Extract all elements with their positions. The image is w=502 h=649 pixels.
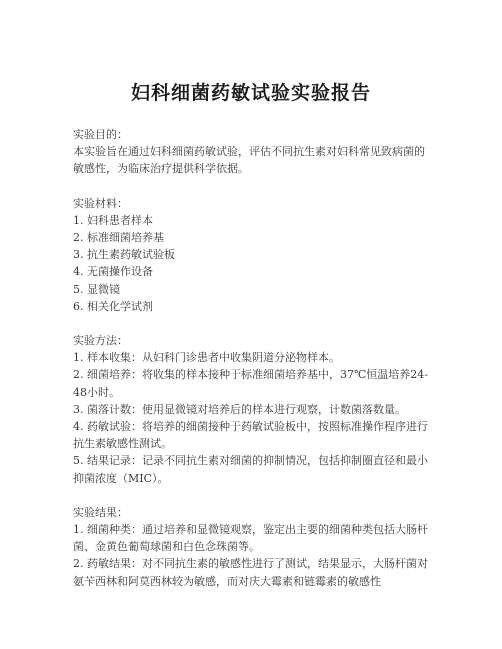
purpose-section <box>73 126 433 178</box>
list-item: 1. 样本收集：从妇科门诊患者中收集阴道分泌物样本。 <box>73 351 340 365</box>
list-item: 1. 妇科患者样本 <box>73 213 153 227</box>
list-item: 2. 标准细菌培养基 <box>73 231 164 245</box>
list-item: 4. 药敏试验：将培养的细菌接种于药敏试验板中，按照标准操作程序进行抗生素敏感性测试。 <box>73 420 428 451</box>
purpose-heading: 实验目的： <box>73 128 128 141</box>
list-item: 3. 抗生素药敏试验板 <box>73 248 175 262</box>
purpose-text: 本实验旨在通过妇科细菌药敏试验，评估不同抗生素对妇科常见致病菌的敏感性，为临床治疗提供科学依据。 <box>73 145 425 176</box>
materials-section <box>73 195 433 315</box>
methods-section <box>73 332 433 487</box>
list-item: 1. 细菌种类：通过培养和显微镜观察，鉴定出主要的细菌种类包括大肠杆菌、金黄色葡萄球菌和白色念珠菌等。 <box>73 523 428 554</box>
list-item: 6. 相关化学试剂 <box>73 299 153 313</box>
methods-list <box>73 349 433 487</box>
materials-heading: 实验材料： <box>73 196 128 210</box>
materials-list <box>73 212 433 315</box>
list-item: 2. 药敏结果：对不同抗生素的敏感性进行了测试，结果显示，大肠杆菌对氨苄西林和阿莫西林较为敏感，而对庆大霉素和链霉素的敏感性 <box>73 557 428 588</box>
results-section <box>73 504 433 590</box>
list-item: 2. 细菌培养：将收集的样本接种于标准细菌培养基中，37℃恒温培养24-48小时。 <box>73 368 429 399</box>
methods-heading: 实验方法： <box>73 334 128 348</box>
results-list <box>73 521 433 590</box>
list-item: 3. 菌落计数：使用显微镜对培养后的样本进行观察，计数菌落数量。 <box>73 402 406 416</box>
report-title: 妇科细菌药敏试验实验报告 <box>130 82 371 104</box>
results-heading: 实验结果： <box>73 505 128 519</box>
list-item: 4. 无菌操作设备 <box>73 265 153 279</box>
list-item: 5. 结果记录：记录不同抗生素对细菌的抑制情况，包括抑制圈直径和最小抑菌浓度（MIC）。 <box>73 454 428 485</box>
report-body <box>73 126 433 607</box>
list-item: 5. 显微镜 <box>73 282 120 296</box>
